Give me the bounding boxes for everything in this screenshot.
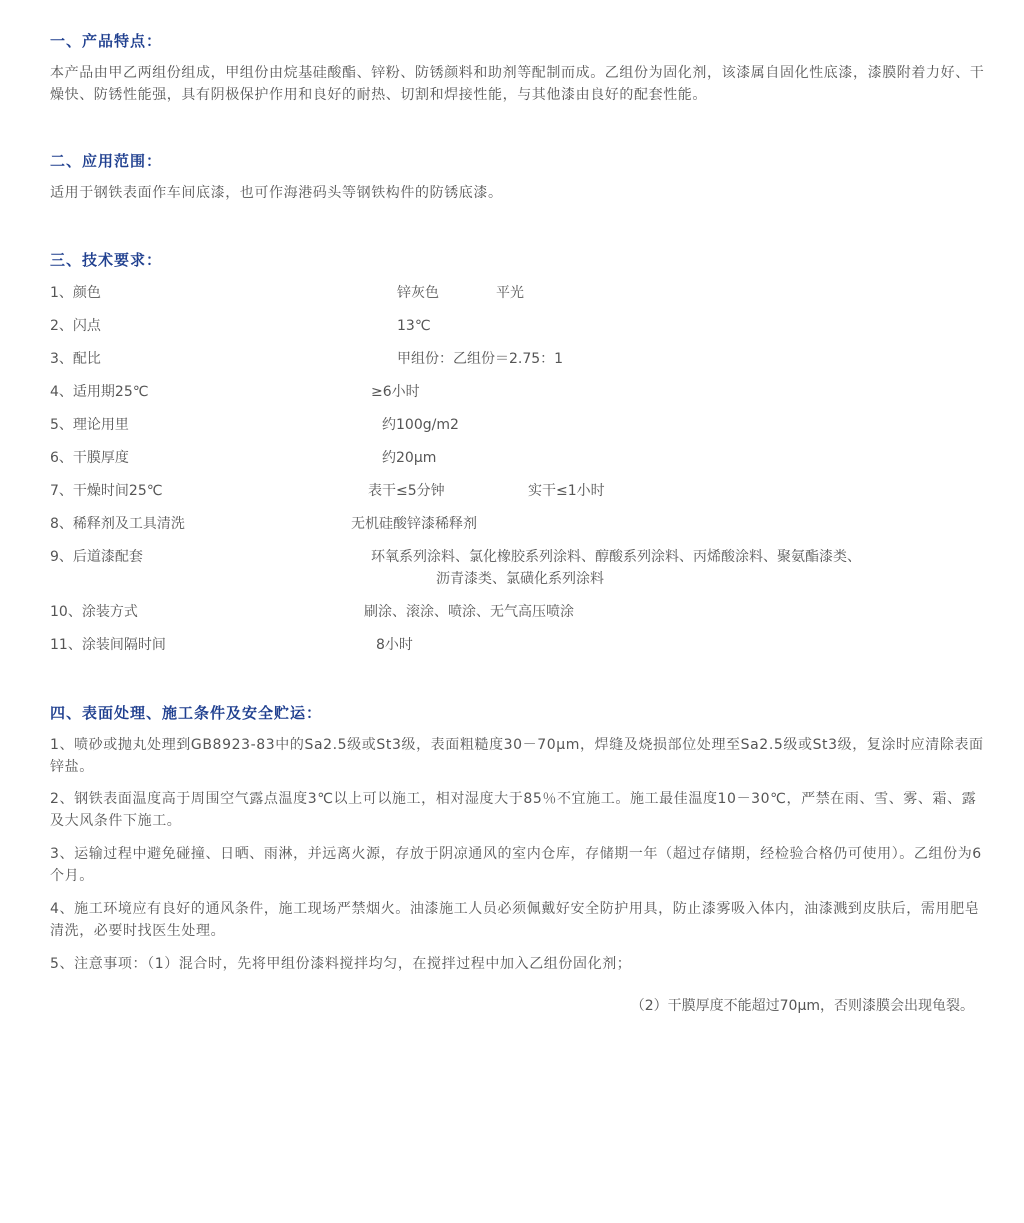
spec-value: 表干≤5分钟 — [368, 483, 445, 499]
spec-value-secondary: 实干≤1小时 — [528, 483, 605, 499]
spec-label: 11、涂装间隔时间 — [50, 637, 166, 653]
spec-label: 10、涂装方式 — [50, 604, 138, 620]
spec-value: 8小时 — [376, 637, 413, 653]
surface-item: 4、施工环境应有良好的通风条件，施工现场严禁烟火。油漆施工人员必须佩戴好安全防护用具，防止漆雾吸入体内，油漆溅到皮肤后，需用肥皂清洗，必要时找医生处理。 — [50, 901, 980, 939]
spec-row-ratio — [50, 348, 990, 370]
spec-value-line2: 沥青漆类、氯磺化系列涂料 — [436, 571, 604, 587]
spec-value: 无机硅酸锌漆稀释剂 — [351, 516, 477, 532]
spec-row-topcoat — [50, 546, 990, 590]
features-paragraph: 本产品由甲乙两组份组成，甲组份由烷基硅酸酯、锌粉、防锈颜料和助剂等配制而成。乙组份为固化剂，该漆属自固化性底漆，漆膜附着力好、干燥快、防锈性能强，具有阴极保护作用和良好的耐热、切割和焊接性能，与其他漆由良好的配套性能。 — [50, 65, 985, 103]
section-title-specs: 三、技术要求： — [50, 251, 163, 269]
scope-paragraph: 适用于钢铁表面作车间底漆，也可作海港码头等钢铁构件的防锈底漆。 — [50, 185, 503, 201]
spec-row-thinner — [50, 513, 990, 535]
spec-value: 刷涂、滚涂、喷涂、无气高压喷涂 — [364, 604, 574, 620]
spec-value: 约100g/m2 — [382, 417, 459, 433]
spec-value: 锌灰色 — [397, 285, 439, 301]
spec-value-secondary: 平光 — [496, 285, 524, 301]
spec-value: ≥6小时 — [371, 384, 420, 400]
spec-row-color — [50, 282, 990, 304]
spec-row-coverage — [50, 414, 990, 436]
surface-item: 3、运输过程中避免碰撞、日晒、雨淋，并远离火源，存放于阴凉通风的室内仓库，存储期一年（超过存储期，经检验合格仍可使用）。乙组份为6个月。 — [50, 846, 982, 884]
surface-item: 2、钢铁表面温度高于周围空气露点温度3℃以上可以施工，相对湿度大于85％不宜施工。施工最佳温度10－30℃，严禁在雨、雪、雾、霜、露及大风条件下施工。 — [50, 791, 977, 829]
spec-row-pot-life — [50, 381, 990, 403]
spec-label: 3、配比 — [50, 351, 101, 367]
spec-label: 7、干燥时间25℃ — [50, 483, 163, 499]
spec-row-application — [50, 601, 990, 623]
section-title-surface: 四、表面处理、施工条件及安全贮运： — [50, 704, 323, 722]
surface-item: 1、喷砂或抛丸处理到GB8923-83中的Sa2.5级或St3级，表面粗糙度30－70μm，焊缝及烧损部位处理至Sa2.5级或St3级，复涂时应清除表面锌盐。 — [50, 737, 984, 775]
spec-label: 9、后道漆配套 — [50, 549, 143, 565]
surface-item: 5、注意事项：（1）混合时，先将甲组份漆料搅拌均匀，在搅拌过程中加入乙组份固化剂； — [50, 956, 632, 972]
spec-value: 13℃ — [397, 318, 431, 334]
spec-value: 环氧系列涂料、氯化橡胶系列涂料、醇酸系列涂料、丙烯酸涂料、聚氨酯漆类、 — [371, 549, 861, 565]
spec-label: 6、干膜厚度 — [50, 450, 129, 466]
spec-value: 约20μm — [382, 450, 437, 466]
spec-row-drying-time — [50, 480, 990, 502]
spec-value: 甲组份：乙组份＝2.75：1 — [397, 351, 564, 367]
spec-label: 5、理论用里 — [50, 417, 129, 433]
section-title-scope: 二、应用范围： — [50, 152, 163, 170]
spec-label: 2、闪点 — [50, 318, 101, 334]
spec-label: 8、稀释剂及工具清洗 — [50, 516, 185, 532]
spec-row-interval — [50, 634, 990, 656]
spec-row-film-thickness — [50, 447, 990, 469]
spec-label: 4、适用期25℃ — [50, 384, 149, 400]
spec-label: 1、颜色 — [50, 285, 101, 301]
spec-row-flash-point — [50, 315, 990, 337]
section-title-features: 一、产品特点： — [50, 32, 163, 50]
surface-note-2: （2）干膜厚度不能超过70μm，否则漆膜会出现龟裂。 — [630, 998, 974, 1014]
